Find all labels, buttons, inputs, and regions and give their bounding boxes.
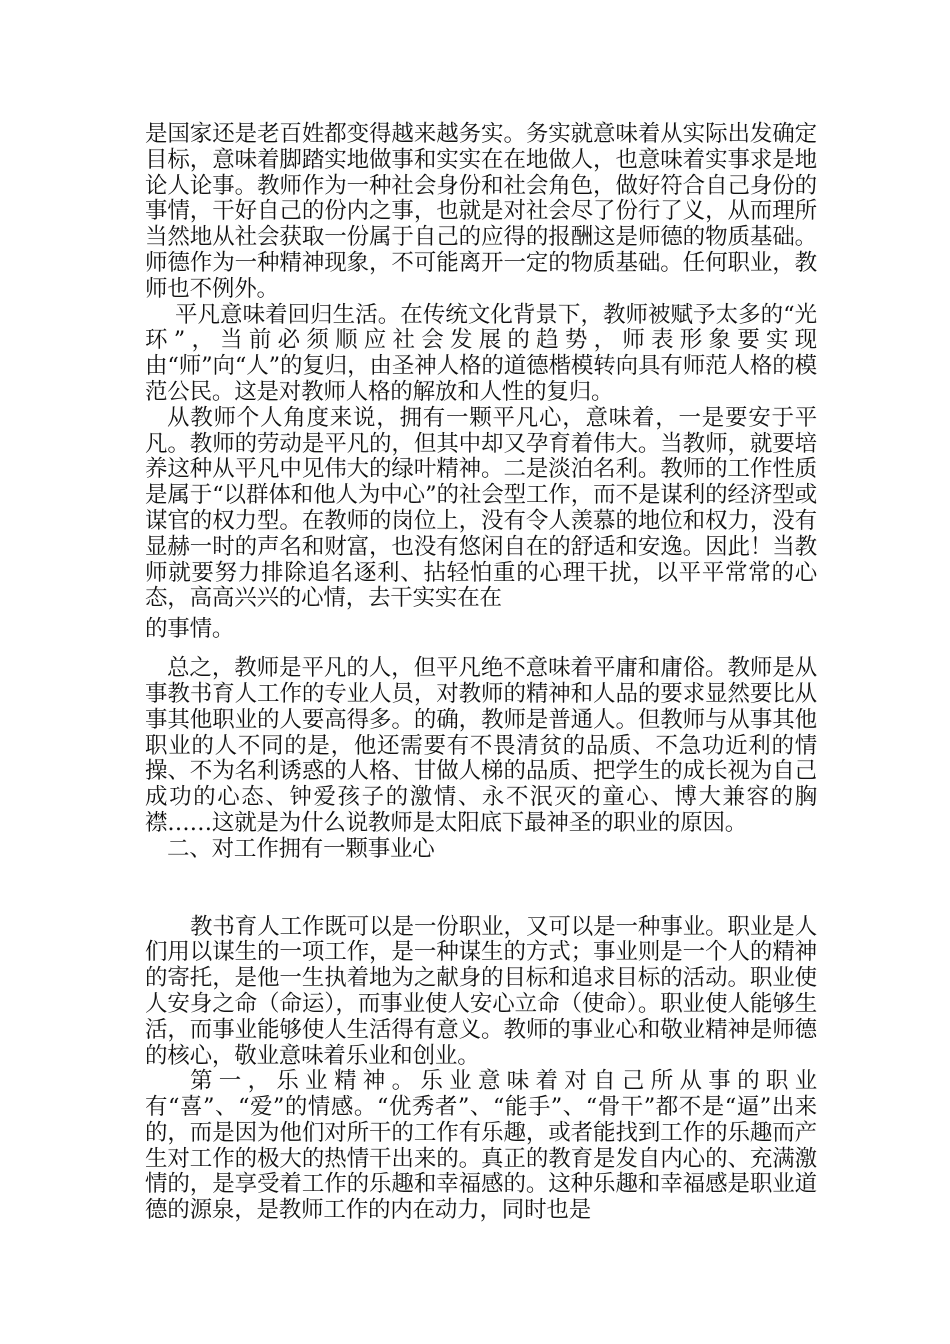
paragraph-summary: 总之，教师是平凡的人，但平凡绝不意味着平庸和庸俗。教师是从事教书育人工作的专业人员，对教师的精神和人品的要求显然要比从事其他职业的人要高得多。的确，教师是普通人。但教师与从事其他职业的人不同的是，他还需要有不畏清贫的品质、不急功近利的情操、不为名利诱惑的人格、甘做人梯的品质、把学生的成长视为自己成功的心态、钟爱孩子的激情、永不泯灭的童心、博大兼容的胸襟……这就是为什么说教师是太阳底下最神圣的职业的原因。 bbox=[145, 655, 817, 836]
document-page bbox=[145, 122, 817, 1224]
paragraph-joy-in-work: 第一，乐业精神。乐业意味着对自己所从事的职业有“喜”、“爱”的情感。“优秀者”、“能手”、“骨干”都不是“逼”出来的，而是因为他们对所干的工作有乐趣，或者能找到工作的乐趣而产生对工作的极大的热情干出来的。真正的教育是发自内心的、充满激情的，是享受着工作的乐趣和幸福感的。这种乐趣和幸福感是职业道德的源泉，是教师工作的内在动力，同时也是 bbox=[145, 1068, 817, 1224]
paragraph-ordinary-heart: 从教师个人角度来说，拥有一颗平凡心，意味着，一是要安于平凡。教师的劳动是平凡的，但其中却又孕育着伟大。当教师，就要培养这种从平凡中见伟大的绿叶精神。二是淡泊名利。教师的工作性质是属于“以群体和他人为中心”的社会型工作，而不是谋利的经济型或谋官的权力型。在教师的岗位上，没有令人羡慕的地位和权力，没有显赫一时的声名和财富，也没有悠闲自在的舒适和安逸。因此！当教师就要努力排除追名逐利、拈轻怕重的心理干扰，以平平常常的心态，高高兴兴的心情，去干实实在在 bbox=[145, 404, 817, 612]
paragraph-material-basis: 是国家还是老百姓都变得越来越务实。务实就意味着从实际出发确定目标，意味着脚踏实地做事和实实在在地做人，也意味着实事求是地论人论事。教师作为一种社会身份和社会角色，做好符合自己身份的事情，干好自己的份内之事，也就是对社会尽了份行了义，从而理所当然地从社会获取一份属于自己的应得的报酬这是师德的物质基础。师德作为一种精神现象，不可能离开一定的物质基础。任何职业，教师也不例外。 bbox=[145, 121, 817, 302]
paragraph-profession-vs-career: 教书育人工作既可以是一份职业，又可以是一种事业。职业是人们用以谋生的一项工作，是一种谋生的方式；事业则是一个人的精神的寄托，是他一生执着地为之献身的目标和追求目标的活动。职业使人安身之命（命运），而事业使人安心立命（使命）。职业使人能够生活，而事业能够使人生活得有意义。教师的事业心和敬业精神是师德的核心，敬业意味着乐业和创业。 bbox=[145, 913, 817, 1069]
paragraph-return-to-life: 平凡意味着回归生活。在传统文化背景下，教师被赋予太多的“光环”，当前必须顺应社会发展的趋势，师表形象要实现由“师”向“人”的复归，由圣神人格的道德楷模转向具有师范人格的模范公民。这是对教师人格的解放和人性的复归。 bbox=[145, 301, 817, 405]
paragraph-ordinary-heart-end: 的事情。 bbox=[145, 616, 235, 643]
section-heading-career-heart: 二、对工作拥有一颗事业心 bbox=[167, 835, 435, 862]
section-gap bbox=[145, 863, 817, 915]
